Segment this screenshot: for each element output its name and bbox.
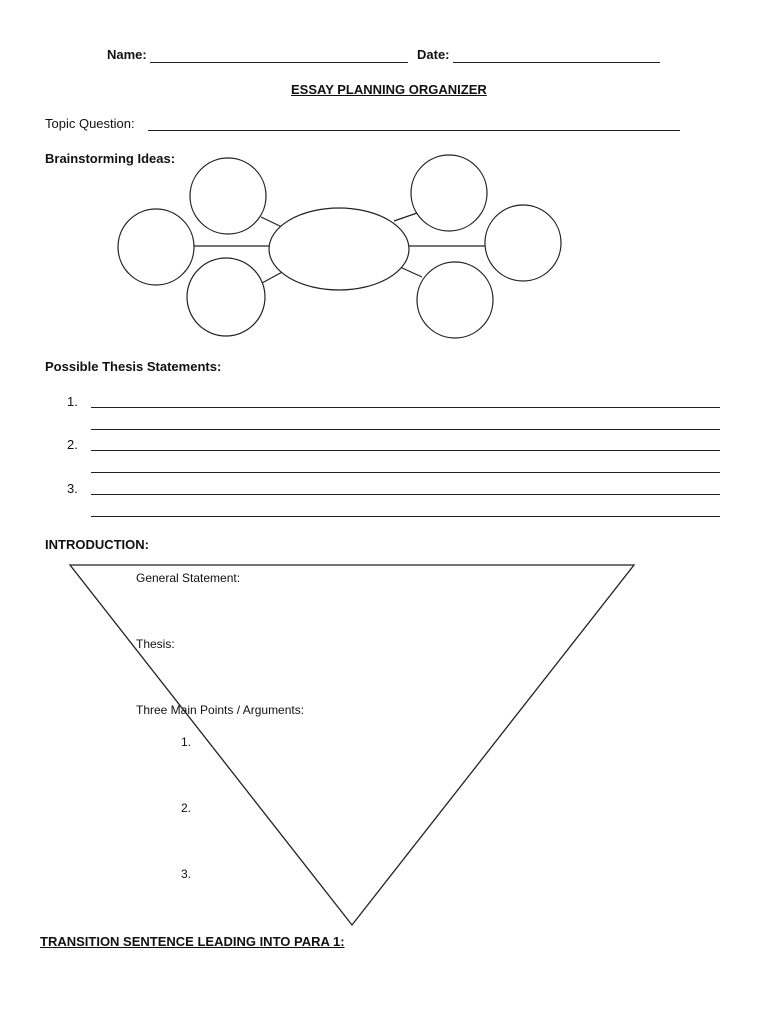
date-label: Date: [417,47,450,62]
main-points-label: Three Main Points / Arguments: [136,703,305,717]
main-point-number: 2. [181,801,192,815]
connector-line [394,213,417,221]
name-label: Name: [107,47,147,62]
thesis-line[interactable] [91,407,720,408]
brainstorming-label: Brainstorming Ideas: [45,151,176,166]
thesis-item-number: 2. [67,437,78,452]
thesis-label: Thesis: [136,637,175,651]
idea-bubble[interactable] [190,158,266,234]
page-title: ESSAY PLANNING ORGANIZER [291,82,487,97]
introduction-funnel [70,565,634,925]
thesis-item-number: 1. [67,394,78,409]
topic-question-label: Topic Question: [45,116,135,131]
thesis-line[interactable] [91,494,720,495]
central-idea-bubble[interactable] [269,208,409,290]
main-point-number: 3. [181,867,192,881]
thesis-line[interactable] [91,429,720,430]
introduction-label: INTRODUCTION: [45,537,149,552]
transition-sentence-label: TRANSITION SENTENCE LEADING INTO PARA 1: [40,934,345,949]
idea-bubble[interactable] [485,205,561,281]
idea-bubble[interactable] [187,258,265,336]
thesis-item-number: 3. [67,481,78,496]
general-statement-label: General Statement: [136,571,241,585]
idea-bubble[interactable] [411,155,487,231]
thesis-line[interactable] [91,450,720,451]
thesis-line[interactable] [91,472,720,473]
main-point-number: 1. [181,735,192,749]
connector-line [400,267,422,277]
idea-bubble[interactable] [118,209,194,285]
thesis-statements-label: Possible Thesis Statements: [45,359,222,374]
thesis-line[interactable] [91,516,720,517]
idea-bubble[interactable] [417,262,493,338]
